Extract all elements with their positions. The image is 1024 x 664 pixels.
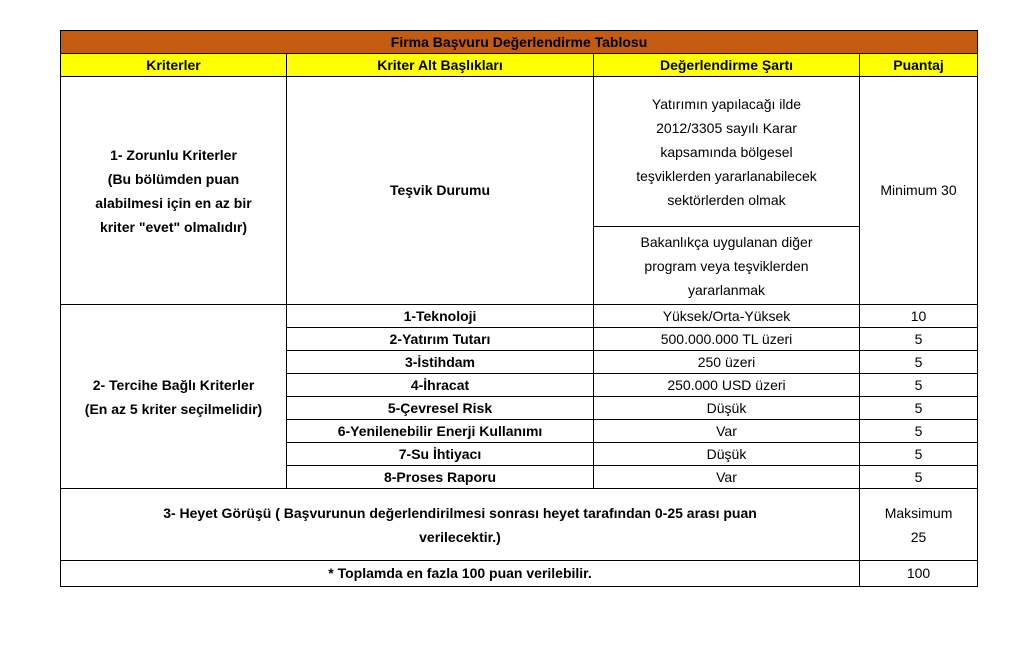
header-subtitles: Kriter Alt Başlıkları <box>287 54 594 77</box>
table-row-score: 5 <box>860 466 978 489</box>
condition-line: program veya teşviklerden <box>644 257 809 274</box>
condition-line: Bakanlıkça uygulanan diğer <box>640 233 813 250</box>
condition-line: 2012/3305 sayılı Karar <box>656 119 797 136</box>
table-row-score: 5 <box>860 397 978 420</box>
section3-label-line: verilecektir.) <box>419 528 501 545</box>
table-title: Firma Başvuru Değerlendirme Tablosu <box>61 31 978 54</box>
section1-label <box>61 77 287 305</box>
table-row-sub: 1-Teknoloji <box>287 305 594 328</box>
header-score: Puantaj <box>860 54 978 77</box>
table-row-cond: Yüksek/Orta-Yüksek <box>594 305 860 328</box>
evaluation-table <box>60 30 978 587</box>
section1-condition-2 <box>594 227 860 305</box>
table-row-score: 10 <box>860 305 978 328</box>
header-criteria: Kriterler <box>61 54 287 77</box>
condition-line: teşviklerden yararlanabilecek <box>636 167 817 184</box>
table-row-cond: 500.000.000 TL üzeri <box>594 328 860 351</box>
section1-condition-1 <box>594 77 860 227</box>
table-row-sub: 3-İstihdam <box>287 351 594 374</box>
table-row-score: 5 <box>860 443 978 466</box>
condition-line: yararlanmak <box>687 281 766 298</box>
table-row-sub: 2-Yatırım Tutarı <box>287 328 594 351</box>
table-row-sub: 6-Yenilenebilir Enerji Kullanımı <box>287 420 594 443</box>
table-row-score: 5 <box>860 351 978 374</box>
table-row-cond: 250.000 USD üzeri <box>594 374 860 397</box>
condition-line: kapsamında bölgesel <box>660 143 793 160</box>
section1-label-line: alabilmesi için en az bir <box>95 194 252 211</box>
table-row-sub: 8-Proses Raporu <box>287 466 594 489</box>
section1-label-line: 1- Zorunlu Kriterler <box>110 146 237 163</box>
section3-label-line: 3- Heyet Görüşü ( Başvurunun değerlendirilmesi sonrası heyet tarafından 0-25 arası puan <box>163 504 757 521</box>
section3-score <box>860 489 978 561</box>
table-row-cond: Var <box>594 466 860 489</box>
table-row-cond: 250 üzeri <box>594 351 860 374</box>
section2-label <box>61 305 287 489</box>
section1-sub: Teşvik Durumu <box>287 77 594 305</box>
section1-label-line: (Bu bölümden puan <box>107 170 240 187</box>
section2-label-line: (En az 5 kriter seçilmelidir) <box>84 400 263 417</box>
table-row-cond: Var <box>594 420 860 443</box>
condition-line: sektörlerden olmak <box>667 191 786 208</box>
section3-score-line: Maksimum <box>884 504 953 521</box>
section3-score-line: 25 <box>910 528 927 545</box>
table-row-cond: Düşük <box>594 397 860 420</box>
section1-label-line: kriter "evet" olmalıdır) <box>99 218 248 235</box>
table-row-score: 5 <box>860 420 978 443</box>
section1-score: Minimum 30 <box>860 77 978 305</box>
table-row-sub: 5-Çevresel Risk <box>287 397 594 420</box>
section3-label <box>61 489 860 561</box>
section2-label-line: 2- Tercihe Bağlı Kriterler <box>92 376 255 393</box>
table-row-score: 5 <box>860 374 978 397</box>
header-condition: Değerlendirme Şartı <box>594 54 860 77</box>
table-row-sub: 4-İhracat <box>287 374 594 397</box>
table-row-score: 5 <box>860 328 978 351</box>
total-label: * Toplamda en fazla 100 puan verilebilir. <box>61 561 860 587</box>
condition-line: Yatırımın yapılacağı ilde <box>651 95 802 112</box>
table-row-cond: Düşük <box>594 443 860 466</box>
total-score: 100 <box>860 561 978 587</box>
table-row-sub: 7-Su İhtiyacı <box>287 443 594 466</box>
